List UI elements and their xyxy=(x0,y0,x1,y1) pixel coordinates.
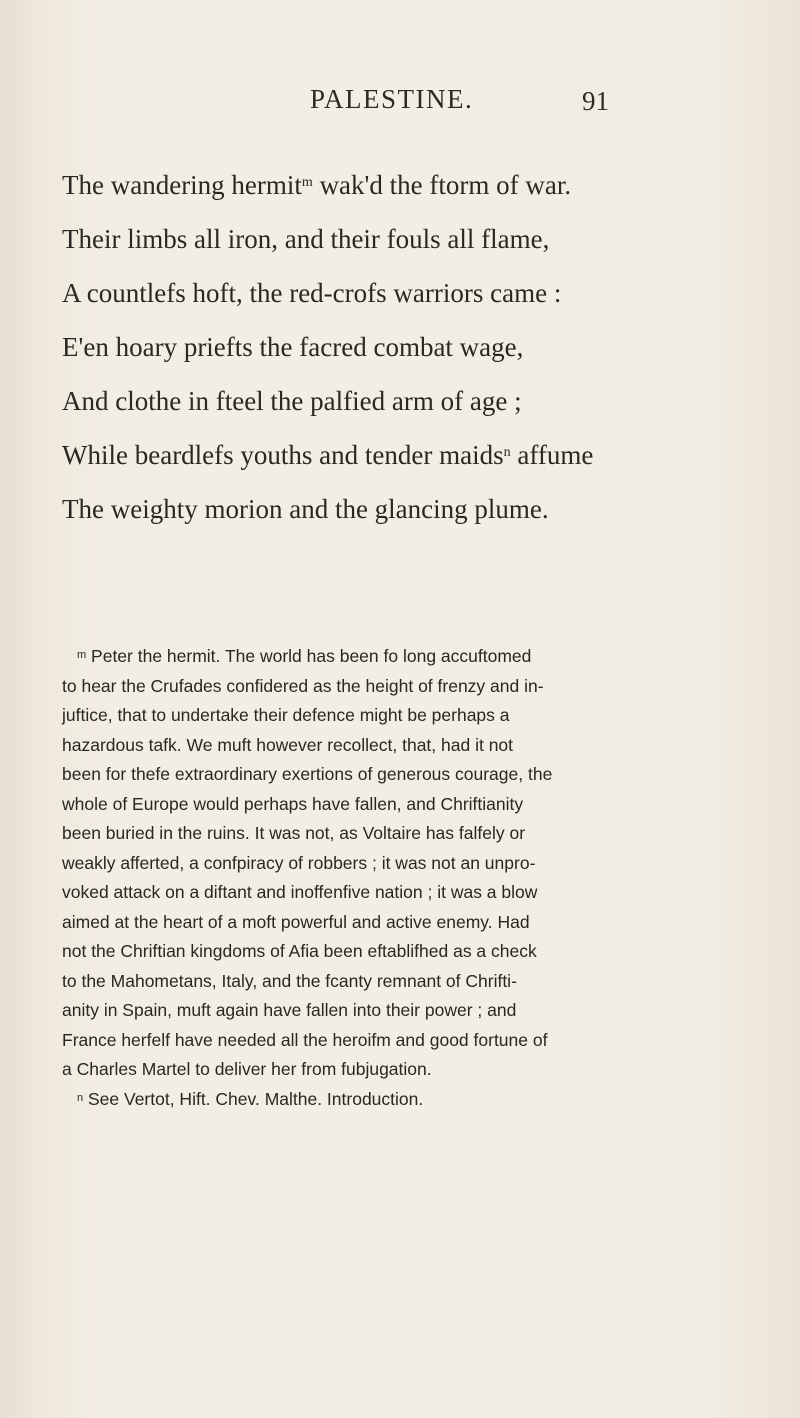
footnote-marker: m xyxy=(77,649,87,661)
verse-stanza xyxy=(62,158,782,536)
verse-line: The weighty morion and the glancing plume. xyxy=(62,494,549,524)
verse-line: E'en hoary priefts the facred combat wage, xyxy=(62,332,524,362)
page-number: 91 xyxy=(582,86,609,116)
verse-line: A countlefs hoft, the red-crofs warriors came : xyxy=(62,278,562,308)
footnote-marker: n xyxy=(503,445,511,460)
footnote-m-line: weakly afferted, a confpiracy of robbers ; it was not an unpro- xyxy=(62,852,536,873)
verse-line: The wandering hermit$^m$ wak'd the ftorm of war. xyxy=(62,170,572,200)
footnote-m-line: $^m$ Peter the hermit. The world has been fo long accuftomed xyxy=(77,646,532,666)
footnote-m-line: been buried in the ruins. It was not, as Voltaire has falfely or xyxy=(62,823,526,843)
footnote-m-line: France herfelf have needed all the heroifm and good fortune of xyxy=(62,1029,548,1050)
footnote-m-line: aimed at the heart of a moft powerful and active enemy. Had xyxy=(62,911,530,932)
footnote-m-line: been for thefe extraordinary exertions of generous courage, the xyxy=(62,764,553,784)
verse-line: Their limbs all iron, and their fouls all flame, xyxy=(62,224,550,254)
footnote-m-line: hazardous tafk. We muft however recollect, that, had it not xyxy=(62,734,514,755)
verse-line: While beardlefs youths and tender maids$^n$ affume xyxy=(62,440,594,470)
running-title: PALESTINE. xyxy=(310,84,474,114)
footnote-m-line: not the Chriftian kingdoms of Afia been eftablifhed as a check xyxy=(62,941,537,961)
footnote-marker: n xyxy=(77,1091,84,1104)
footnote-m-line: anity in Spain, muft again have fallen into their power ; and xyxy=(62,1000,517,1020)
footnote-m-line: voked attack on a diftant and inoffenfive nation ; it was a blow xyxy=(62,882,538,902)
footnote-m-line: to the Mahometans, Italy, and the fcanty remnant of Chrifti- xyxy=(62,970,517,991)
footnote-m-line: juftice, that to undertake their defence might be perhaps a xyxy=(62,705,510,725)
footnote-m-line: a Charles Martel to deliver her from fubjugation. xyxy=(62,1059,432,1079)
verse-line: And clothe in fteel the palfied arm of age ; xyxy=(62,386,522,416)
footnote-marker: m xyxy=(301,175,313,190)
running-head xyxy=(0,84,800,124)
footnote-m-line: to hear the Crufades confidered as the height of frenzy and in- xyxy=(62,675,544,696)
footnotes xyxy=(62,642,762,1114)
footnote-m-line: whole of Europe would perhaps have fallen, and Chriftianity xyxy=(62,793,524,814)
footnote-n-line: $^n$ See Vertot, Hift. Chev. Malthe. Introduction. xyxy=(77,1088,424,1109)
